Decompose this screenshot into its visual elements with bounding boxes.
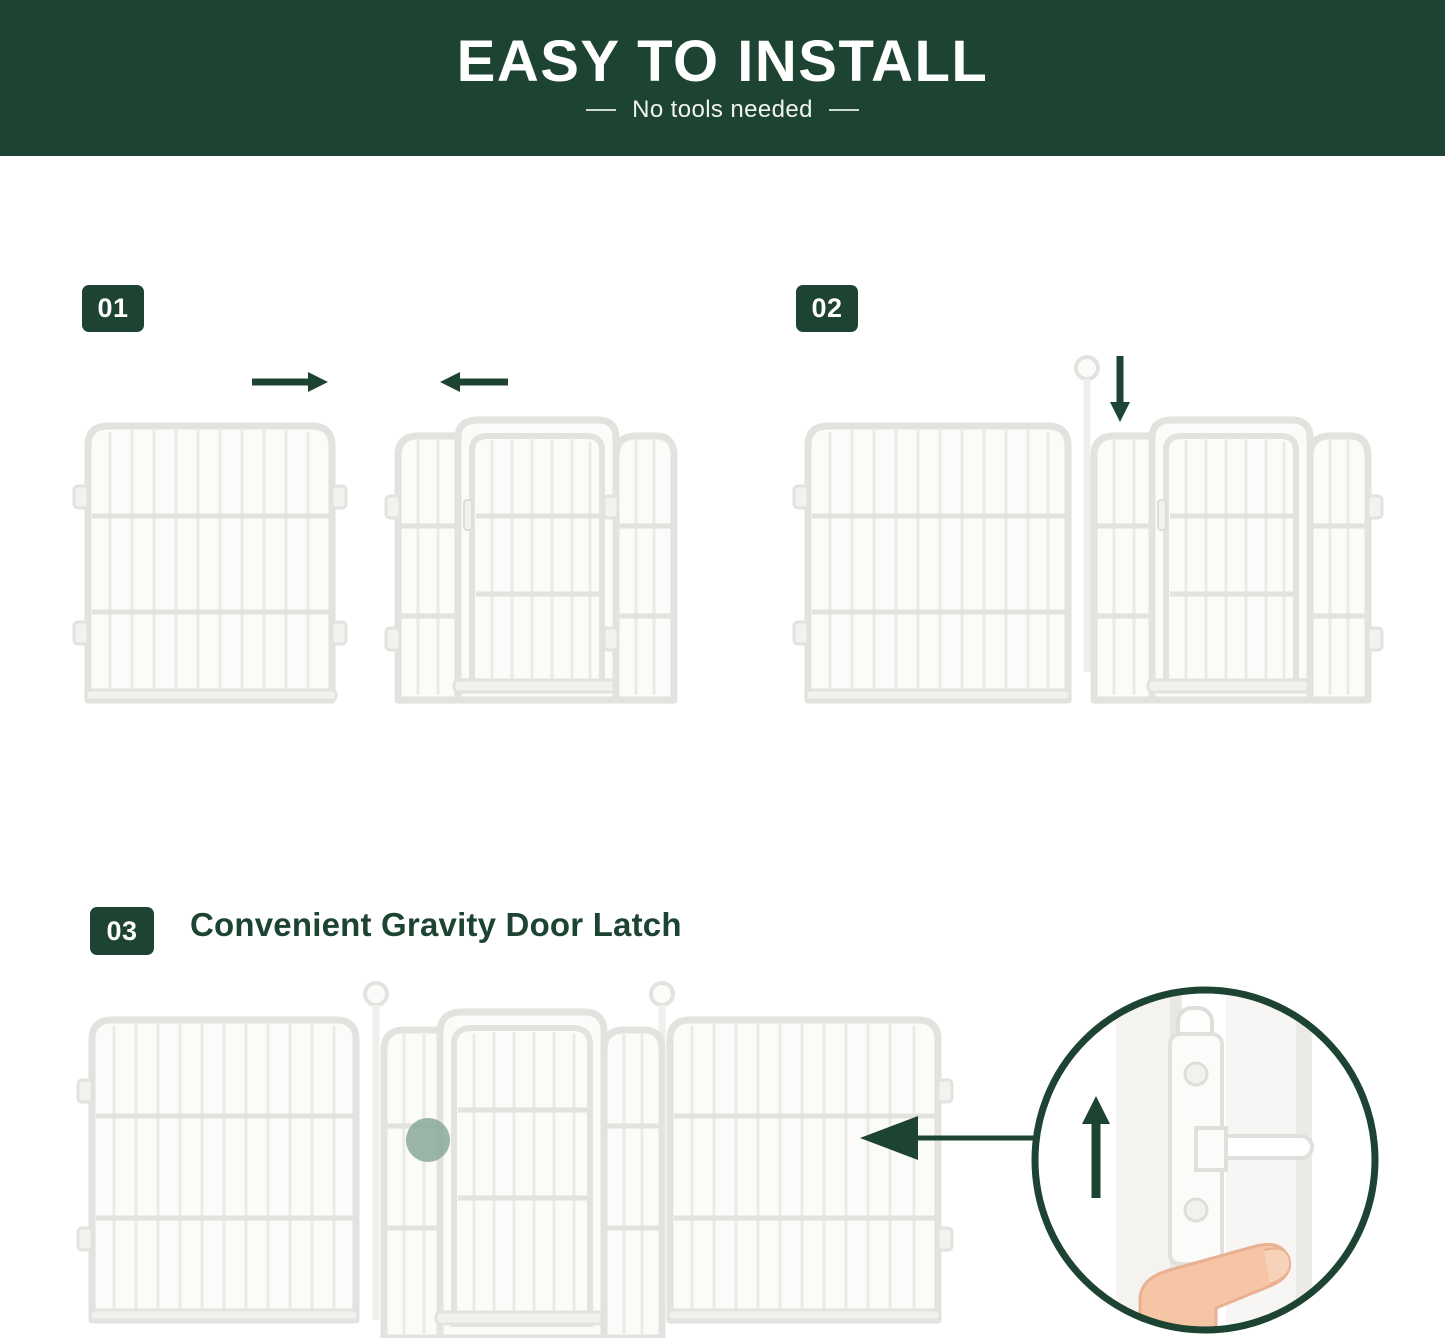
page-subtitle: No tools needed	[632, 96, 813, 124]
header-banner	[0, 0, 1445, 156]
step-badge-01: 01	[82, 285, 144, 332]
step-badge-02: 02	[796, 285, 858, 332]
latch-icon	[464, 500, 472, 530]
latch-screw	[1185, 1199, 1207, 1221]
panel-group-right	[386, 420, 674, 700]
hinge-nub	[938, 1228, 952, 1250]
magnifier-circle-icon	[1020, 978, 1390, 1338]
hinge-nub	[78, 1080, 92, 1102]
hinge-nub	[938, 1080, 952, 1102]
hinge-nub	[1368, 496, 1382, 518]
step-3-diagram	[40, 960, 1000, 1338]
panel-left	[74, 426, 346, 700]
step-2-diagram	[760, 330, 1420, 730]
hinge-nub	[78, 1228, 92, 1250]
hinge-nub	[604, 496, 618, 518]
subtitle-row	[586, 96, 859, 124]
latch-screw	[1185, 1063, 1207, 1085]
arrow-left-icon	[440, 372, 508, 392]
latch-icon	[1158, 500, 1166, 530]
step-badge-03: 03	[90, 907, 154, 955]
hinge-nub	[386, 628, 400, 650]
hinge-nub	[1368, 628, 1382, 650]
panel-group-with-door	[384, 1012, 662, 1338]
hinge-nub	[74, 622, 88, 644]
arrow-right-icon	[252, 372, 328, 392]
step-3-title: Convenient Gravity Door Latch	[190, 906, 682, 943]
dash-left-icon	[586, 109, 616, 111]
latch-highlight-dot	[406, 1118, 450, 1162]
hinge-nub	[604, 628, 618, 650]
arrow-down-icon	[1110, 356, 1130, 422]
hinge-nub	[332, 622, 346, 644]
page-title: EASY TO INSTALL	[456, 28, 989, 94]
panel-left	[78, 1020, 358, 1320]
hinge-nub	[794, 486, 808, 508]
dash-right-icon	[829, 109, 859, 111]
panel-group-joined	[1094, 420, 1382, 700]
hinge-nub	[794, 622, 808, 644]
hinge-nub	[332, 486, 346, 508]
hinge-nub	[74, 486, 88, 508]
hinge-nub	[386, 496, 400, 518]
panel-left	[794, 426, 1070, 700]
step-1-diagram	[40, 350, 720, 730]
